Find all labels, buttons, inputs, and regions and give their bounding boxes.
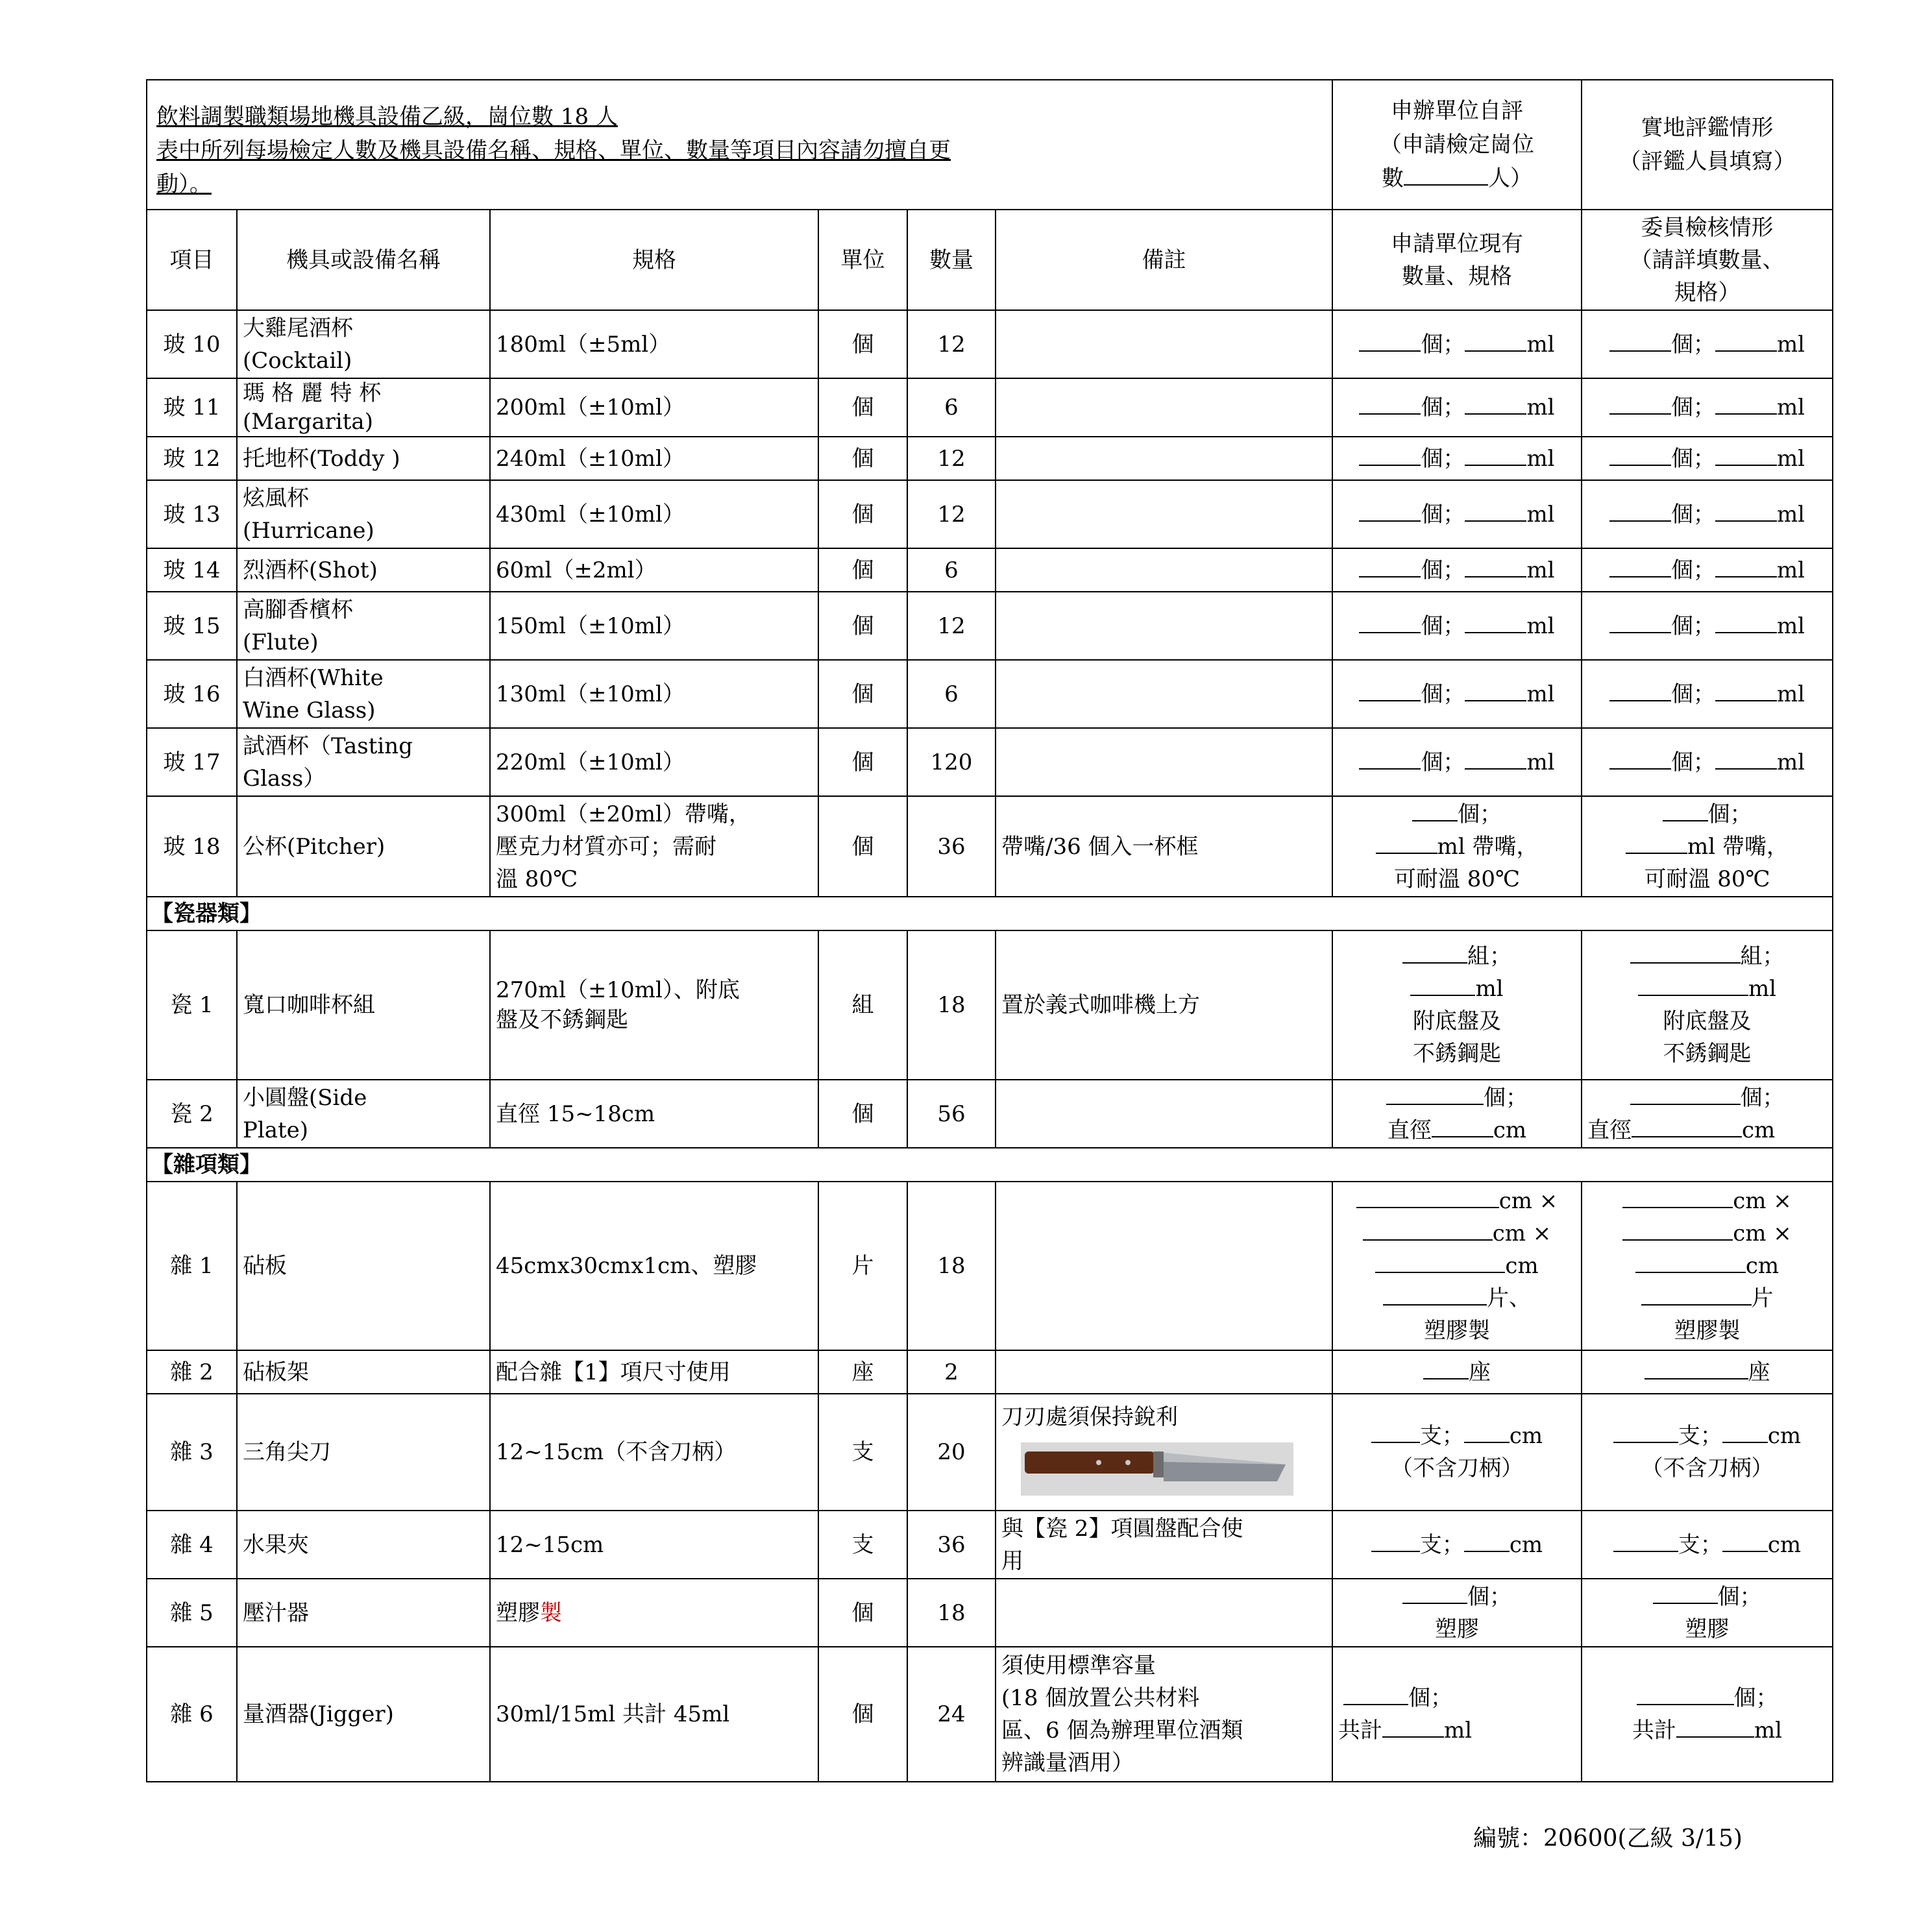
applicant-fill[interactable]: 個； 塑膠: [1332, 1579, 1582, 1647]
col-item: 項目: [147, 210, 237, 310]
committee-fill[interactable]: 支； cm: [1582, 1511, 1833, 1579]
committee-fill[interactable]: 個； ml 帶嘴， 可耐溫 80℃: [1582, 796, 1833, 897]
table-row: 瓷 2 小圓盤(Side Plate) 直徑 15~18cm 個 56 個； 直徑 cm 個； 直徑 cm: [147, 1080, 1833, 1148]
committee-fill[interactable]: 座: [1582, 1350, 1833, 1394]
applicant-fill[interactable]: cm × cm × cm 片、 塑膠製: [1332, 1182, 1582, 1350]
table-row: 雜 2 砧板架 配合雜【1】項尺寸使用 座 2 座 座: [147, 1350, 1833, 1394]
col-spec: 規格: [490, 210, 818, 310]
title-line-3: 動）。: [156, 171, 212, 197]
col-unit: 單位: [818, 210, 907, 310]
table-row: 玻 17 試酒杯（Tasting Glass） 220ml（±10ml） 個 120 個； ml 個； ml: [147, 728, 1833, 796]
applicant-fill[interactable]: 個； 直徑 cm: [1332, 1080, 1582, 1148]
table-row: 玻 10 大雞尾酒杯 (Cocktail) 180ml（±5ml） 個 12 個； ml 個； ml: [147, 310, 1833, 378]
col-qty: 數量: [907, 210, 996, 310]
applicant-fill[interactable]: 個； ml: [1332, 378, 1582, 437]
table-row: 玻 18 公杯(Pitcher) 300ml（±20ml）帶嘴， 壓克力材質亦可；需耐 溫 80℃ 個 36 帶嘴/36 個入一杯框 個； ml 帶嘴， 可耐溫 80℃ 個； ml 帶嘴， 可耐溫 80℃: [147, 796, 1833, 897]
table-row: 雜 4 水果夾 12~15cm 支 36 與【瓷 2】項圓盤配合使 用 支； cm 支； cm: [147, 1511, 1833, 1579]
committee-fill[interactable]: 個； ml: [1582, 660, 1833, 728]
col-committee: 委員檢核情形 （請詳填數量、 規格）: [1582, 210, 1833, 310]
committee-fill[interactable]: 組； ml 附底盤及 不銹鋼匙: [1582, 930, 1833, 1080]
knife-note: 刀刃處須保持銳利: [1001, 1404, 1178, 1430]
committee-fill[interactable]: 個； ml: [1582, 378, 1833, 437]
knife-image: [1021, 1442, 1293, 1496]
committee-fill[interactable]: 支； cm （不含刀柄）: [1582, 1394, 1833, 1511]
applicant-fill[interactable]: 個； 共計 ml: [1332, 1647, 1582, 1782]
applicant-fill[interactable]: 座: [1332, 1350, 1582, 1394]
committee-fill[interactable]: 個； ml: [1582, 437, 1833, 480]
table-row: 玻 16 白酒杯(White Wine Glass) 130ml（±10ml） 個 6 個； ml 個； ml: [147, 660, 1833, 728]
table-row: 瓷 1 寬口咖啡杯組 270ml（±10ml）、附底 盤及不銹鋼匙 組 18 置於義式咖啡機上方 組； ml 附底盤及 不銹鋼匙 組； ml 附底盤及 不銹鋼匙: [147, 930, 1833, 1080]
committee-fill[interactable]: cm × cm × cm 片 塑膠製: [1582, 1182, 1833, 1350]
col-note: 備註: [996, 210, 1332, 310]
committee-fill[interactable]: 個； 直徑 cm: [1582, 1080, 1833, 1148]
applicant-fill[interactable]: 支； cm: [1332, 1511, 1582, 1579]
table-row: 雜 1 砧板 45cmx30cmx1cm、塑膠 片 18 cm × cm × cm 片、 塑膠製 cm × cm × cm 片 塑膠製: [147, 1182, 1833, 1350]
equipment-table: [146, 79, 1833, 1782]
applicant-fill[interactable]: 支； cm （不含刀柄）: [1332, 1394, 1582, 1511]
applicant-fill[interactable]: 個； ml: [1332, 548, 1582, 592]
committee-fill[interactable]: 個； ml: [1582, 480, 1833, 548]
committee-fill[interactable]: 個； ml: [1582, 548, 1833, 592]
table-row: 玻 13 炫風杯 (Hurricane) 430ml（±10ml） 個 12 個； ml 個； ml: [147, 480, 1833, 548]
table-row: 雜 6 量酒器(Jigger) 30ml/15ml 共計 45ml 個 24 須使用標準容量 (18 個放置公共材料 區、6 個為辦理單位酒類 辨識量酒用） 個； 共計 ml 個； 共計 ml: [147, 1647, 1833, 1782]
self-eval-header: 申辦單位自評 （申請檢定崗位 數 人）: [1332, 80, 1582, 210]
committee-fill[interactable]: 個； 共計 ml: [1582, 1647, 1833, 1782]
table-row: 玻 15 高腳香檳杯 (Flute) 150ml（±10ml） 個 12 個； ml 個； ml: [147, 592, 1833, 660]
table-row: 雜 5 壓汁器 塑膠製 個 18 個； 塑膠 個； 塑膠: [147, 1579, 1833, 1647]
table-row: 玻 14 烈酒杯(Shot) 60ml（±2ml） 個 6 個； ml 個； ml: [147, 548, 1833, 592]
table-row: 雜 3 三角尖刀 12~15cm（不含刀柄） 支 20 刀刃處須保持銳利 支； cm （不含刀柄） 支； cm （不含刀柄）: [147, 1394, 1833, 1511]
applicant-fill[interactable]: 個； ml: [1332, 310, 1582, 378]
committee-fill[interactable]: 個； ml: [1582, 592, 1833, 660]
col-applicant: 申請單位現有 數量、規格: [1332, 210, 1582, 310]
section-porcelain: 【瓷器類】: [147, 897, 1833, 930]
applicant-fill[interactable]: 個； ml: [1332, 480, 1582, 548]
title-line-1: 飲料調製職類場地機具設備乙級，崗位數 18 人: [156, 104, 618, 130]
applicant-fill[interactable]: 組； ml 附底盤及 不銹鋼匙: [1332, 930, 1582, 1080]
applicant-fill[interactable]: 個； ml: [1332, 728, 1582, 796]
table-row: 玻 11 瑪 格 麗 特 杯 (Margarita) 200ml（±10ml） 個 6 個； ml 個； ml: [147, 378, 1833, 437]
onsite-eval-header: 實地評鑑情形 （評鑑人員填寫）: [1582, 80, 1833, 210]
committee-fill[interactable]: 個； ml: [1582, 728, 1833, 796]
committee-fill[interactable]: 個； 塑膠: [1582, 1579, 1833, 1647]
title-line-2: 表中所列每場檢定人數及機具設備名稱、規格、單位、數量等項目內容請勿擅自更: [156, 138, 951, 164]
table-title: [147, 80, 1332, 210]
applicant-fill[interactable]: 個； ml: [1332, 592, 1582, 660]
col-name: 機具或設備名稱: [237, 210, 490, 310]
applicant-fill[interactable]: 個； ml 帶嘴， 可耐溫 80℃: [1332, 796, 1582, 897]
applicant-fill[interactable]: 個； ml: [1332, 437, 1582, 480]
section-misc: 【雜項類】: [147, 1148, 1833, 1182]
applicant-fill[interactable]: 個； ml: [1332, 660, 1582, 728]
committee-fill[interactable]: 個； ml: [1582, 310, 1833, 378]
table-row: 玻 12 托地杯(Toddy ) 240ml（±10ml） 個 12 個； ml 個； ml: [147, 437, 1833, 480]
page-footer: 編號：20600(乙級 3/15): [1473, 1825, 1742, 1852]
